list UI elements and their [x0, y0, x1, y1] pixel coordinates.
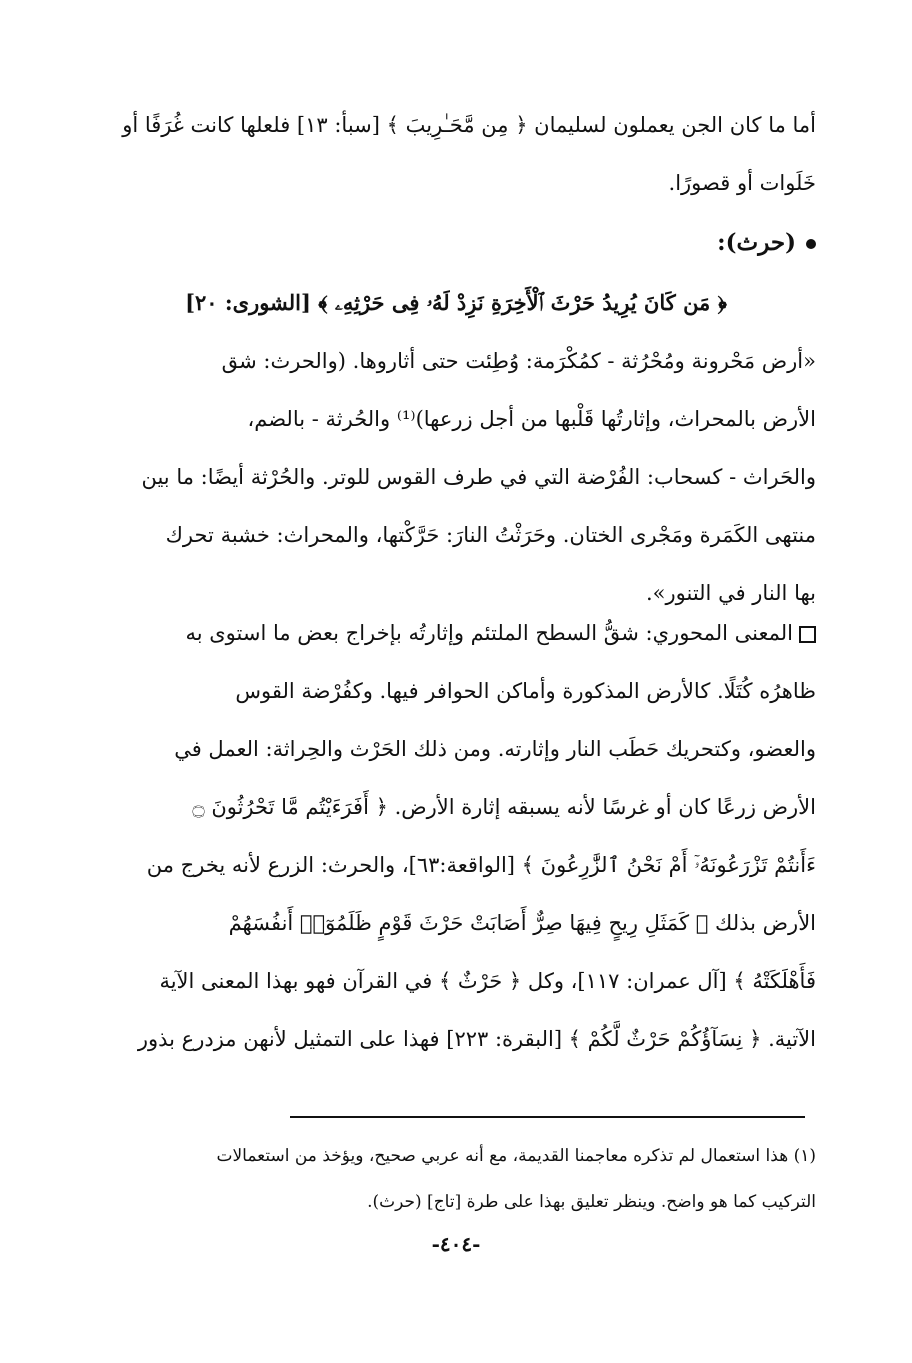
text-line: الأرض بذلك ﴿ كَمَثَلِ رِيحٍ فِيهَا صِرٌّ أَصَابَتْ حَرْثَ قَوْمٍ ظَلَمُوٓا۟ أَنفُسَهُمْ: [228, 911, 816, 935]
text-line: منتهى الكَمَرة ومَجْرى الختان. وحَرَثْتُ النارَ: حَرَّكْتها، والمحراث: خشبة تحرك: [165, 523, 816, 547]
section-heading: [96, 214, 816, 272]
heading-label: (حرث):: [717, 229, 796, 256]
text-line: بها النار في التنور».: [645, 581, 816, 605]
page-number: -٤٠٤-: [431, 1232, 481, 1256]
footnote-line: التركيب كما هو واضح. وينظر تعليق بهذا على طرة [تاج] (حرث).: [367, 1192, 816, 1212]
text-line: والعضو، وكتحريك حَطَب النار وإثارته. ومن ذلك الحَرْث والحِراثة: العمل في: [174, 737, 816, 761]
text-line: ءَأَنتُمْ تَزْرَعُونَهُۥٓ أَمْ نَحْنُ ٱلزَّٰرِعُونَ ﴾ [الواقعة:٦٣]، والحرث: الزرع لأنه يخرج من: [146, 853, 816, 877]
bullet-icon: [806, 239, 816, 249]
text-segment: المعنى المحوري: شقُّ السطح الملتئم وإثارتُه بإخراج بعض ما استوى به: [185, 621, 793, 645]
footnote-divider: [290, 1116, 805, 1118]
text-line: فَأَهْلَكَتْهُ ﴾ [آل عمران: ١١٧]، وكل ﴿ حَرْثٌ ﴾ في القرآن فهو بهذا المعنى الآية: [159, 969, 816, 993]
text-line: الأرض بالمحراث، وإثارتُها قَلْبها من أجل زرعها)⁽¹⁾ والحُرثة - بالضم،: [247, 407, 816, 431]
text-line: «أرض مَحْرونة ومُحْرُثة - كمُكْرَمة: وُطِئت حتى أثاروها. (والحرث: شق: [221, 349, 816, 373]
footnote-line: (١) هذا استعمال لم تذكره معاجمنا القديمة، مع أنه عربي صحيح، ويؤخذ من استعمالات: [216, 1146, 816, 1166]
quran-verse: ﴿ مَن كَانَ يُرِيدُ حَرْثَ ٱلْأَخِرَةِ نَزِدْ لَهُۥ فِى حَرْثِهِۦ ﴾ [الشورى: ٢٠]: [185, 290, 727, 315]
central-meaning-line: [96, 604, 816, 662]
text-line: خَلَوات أو قصورًا.: [668, 171, 816, 195]
text-line: ظاهرُه كُتَلًا. كالأرض المذكورة وأماكن الحوافر فيها. وكفُرْضة القوس: [235, 679, 816, 703]
text-line: أما ما كان الجن يعملون لسليمان ﴿ مِن مَّحَـٰرِيبَ ﴾ [سبأ: ١٣] فلعلها كانت غُرَفًا أو: [122, 113, 816, 137]
square-icon: [799, 626, 816, 643]
text-line: الآتية. ﴿ نِسَآؤُكُمْ حَرْثٌ لَّكُمْ ﴾ [البقرة: ٢٢٣] فهذا على التمثيل لأنهن مزدرع بذور: [137, 1027, 816, 1051]
text-line: الأرض زرعًا كان أو غرسًا لأنه يسبقه إثارة الأرض. ﴿ أَفَرَءَيْتُم مَّا تَحْرُثُونَ ۝: [192, 795, 816, 819]
text-line: والحَراث - كسحاب: الفُرْضة التي في طرف القوس للوتر. والحُرْثة أيضًا: ما بين: [141, 465, 816, 489]
